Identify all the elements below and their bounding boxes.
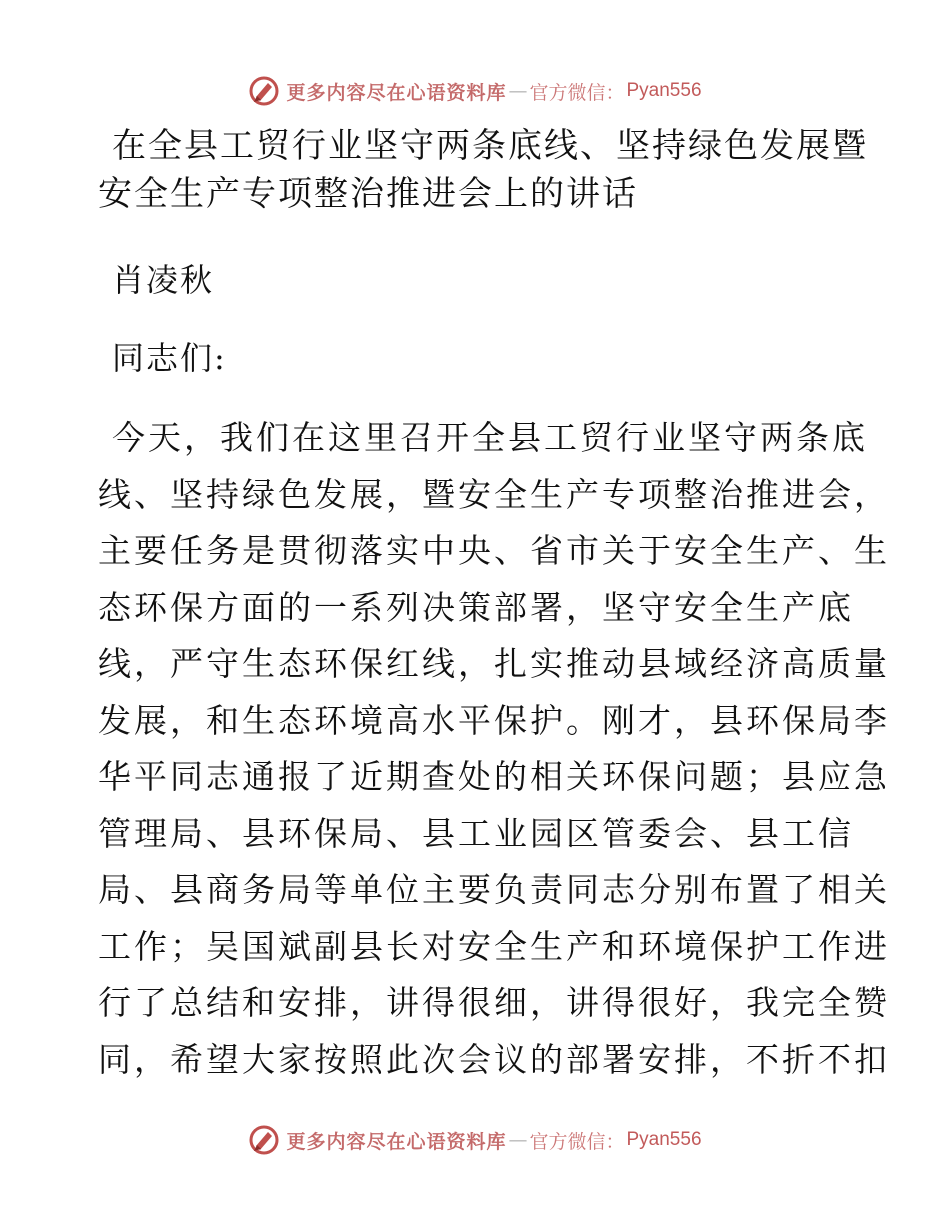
banner-brand: 更多内容尽在心语资料库 (286, 1130, 507, 1153)
banner-dash: — (508, 80, 528, 102)
pen-logo-icon (248, 75, 280, 107)
author-name: 肖凌秋 (112, 261, 215, 299)
document-title (98, 122, 868, 218)
document-content (98, 122, 890, 1088)
title-line: 在全县工贸行业坚守两条底线、坚持绿色发展暨 (112, 126, 868, 166)
body-line: 局、县商务局等单位主要负责同志分别布置了相关 (98, 870, 890, 909)
banner-wechat-id: Pyan556 (626, 80, 702, 101)
title-line: 安全生产专项整治推进会上的讲话 (98, 174, 638, 214)
body-line: 线、坚持绿色发展，暨安全生产专项整治推进会， (98, 474, 890, 514)
banner-wechat-id: Pyan556 (626, 1129, 702, 1150)
speech-body (98, 410, 890, 1088)
body-line: 管理局、县环保局、县工业园区管委会、县工信 (98, 813, 854, 853)
body-line: 线，严守生态环保红线，扎实推动县域经济高质量 (98, 644, 890, 683)
header-banner (0, 71, 950, 111)
pen-logo-icon (248, 1124, 280, 1156)
body-line: 主要任务是贯彻落实中央、省市关于安全生产、生 (98, 531, 890, 570)
banner-wechat-label: 官方微信： (529, 1130, 625, 1153)
body-line: 发展，和生态环境高水平保护。刚才，县环保局李 (98, 700, 890, 740)
footer-banner (0, 1120, 950, 1160)
banner-brand: 更多内容尽在心语资料库 (286, 81, 507, 104)
body-line: 行了总结和安排，讲得很细，讲得很好，我完全赞 (98, 983, 890, 1022)
body-line: 态环保方面的一系列决策部署，坚守安全生产底 (98, 587, 854, 627)
body-line: 工作；吴国斌副县长对安全生产和环境保护工作进 (98, 926, 890, 966)
banner-wechat-label: 官方微信： (529, 81, 625, 104)
body-line: 今天，我们在这里召开全县工贸行业坚守两条底 (112, 418, 868, 457)
banner-dash: — (508, 1129, 528, 1151)
salutation: 同志们: (112, 339, 227, 377)
body-line: 华平同志通报了近期查处的相关环保问题；县应急 (98, 757, 890, 796)
body-line: 同，希望大家按照此次会议的部署安排，不折不扣 (98, 1039, 890, 1079)
